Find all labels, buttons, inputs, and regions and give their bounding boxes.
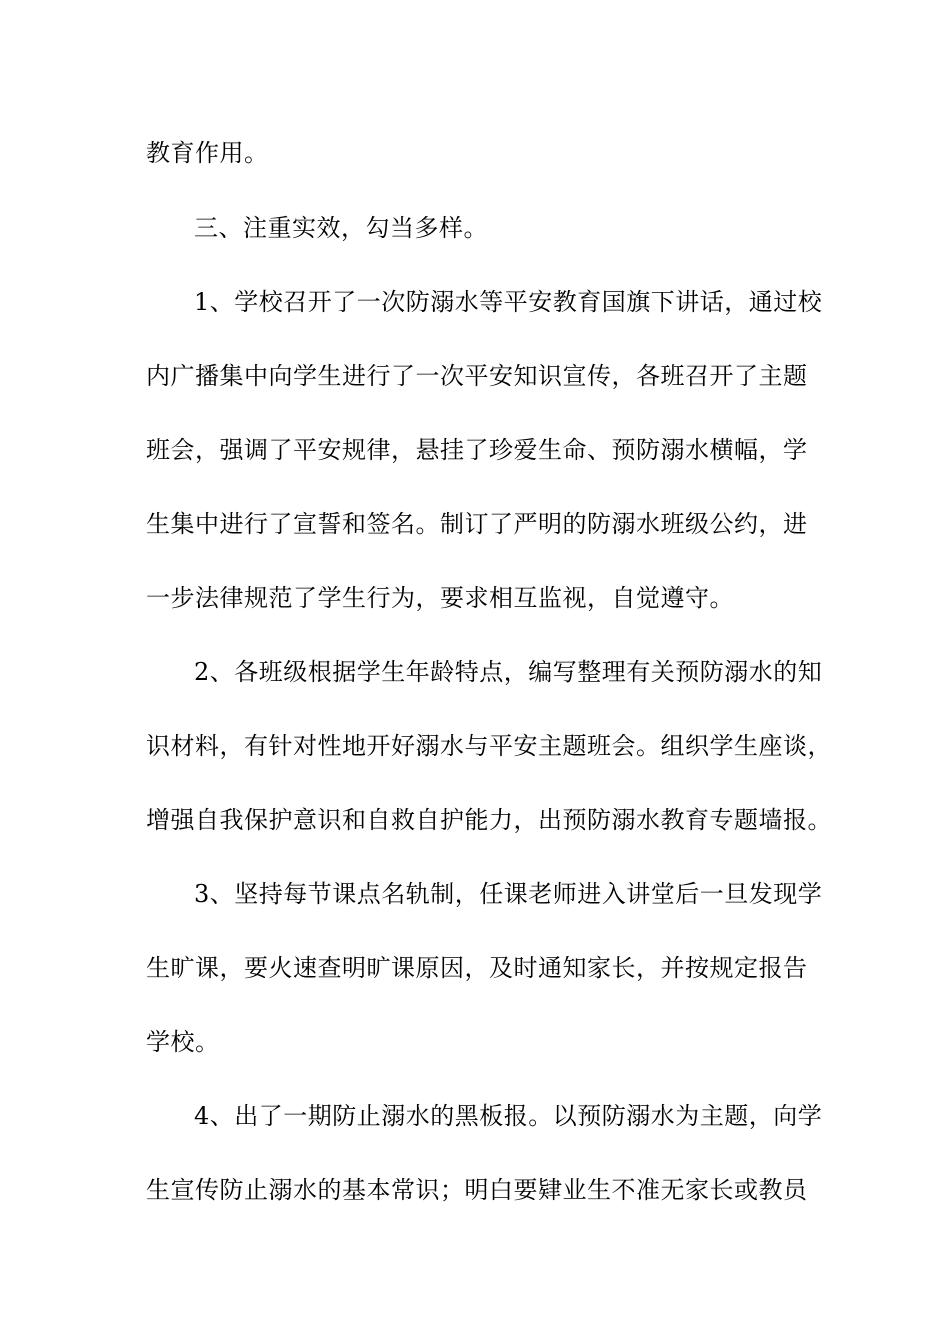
paragraph-line: 一步法律规范了学生行为，要求相互监视，自觉遵守。 xyxy=(146,584,734,612)
paragraph-line: 2、各班级根据学生年龄特点，编写整理有关预防溺水的知 xyxy=(194,658,823,686)
paragraph-line: 4、出了一期防止溺水的黑板报。以预防溺水为主题，向学 xyxy=(194,1102,823,1130)
paragraph-line: 3、坚持每节课点名轨制，任课老师进入讲堂后一旦发现学 xyxy=(194,880,823,908)
paragraph-line: 1、学校召开了一次防溺水等平安教育国旗下讲话，通过校 xyxy=(194,288,823,316)
paragraph-line: 班会，强调了平安规律，悬挂了珍爱生命、预防溺水横幅，学 xyxy=(146,436,808,464)
paragraph-line: 教育作用。 xyxy=(146,139,269,167)
paragraph-line: 识材料，有针对性地开好溺水与平安主题班会。组织学生座谈， xyxy=(146,732,832,760)
paragraph-line: 增强自我保护意识和自救自护能力，出预防溺水教育专题墙报。 xyxy=(146,806,832,834)
paragraph-line: 内广播集中向学生进行了一次平安知识宣传，各班召开了主题 xyxy=(146,362,808,390)
paragraph-line: 生集中进行了宣誓和签名。制订了严明的防溺水班级公约，进 xyxy=(146,510,808,538)
section-heading: 三、注重实效，勾当多样。 xyxy=(194,214,488,242)
paragraph-line: 生旷课，要火速查明旷课原因，及时通知家长，并按规定报告 xyxy=(146,954,808,982)
paragraph-line: 学校。 xyxy=(146,1028,220,1056)
paragraph-line: 生宣传防止溺水的基本常识；明白要肄业生不准无家长或教员 xyxy=(146,1176,808,1204)
